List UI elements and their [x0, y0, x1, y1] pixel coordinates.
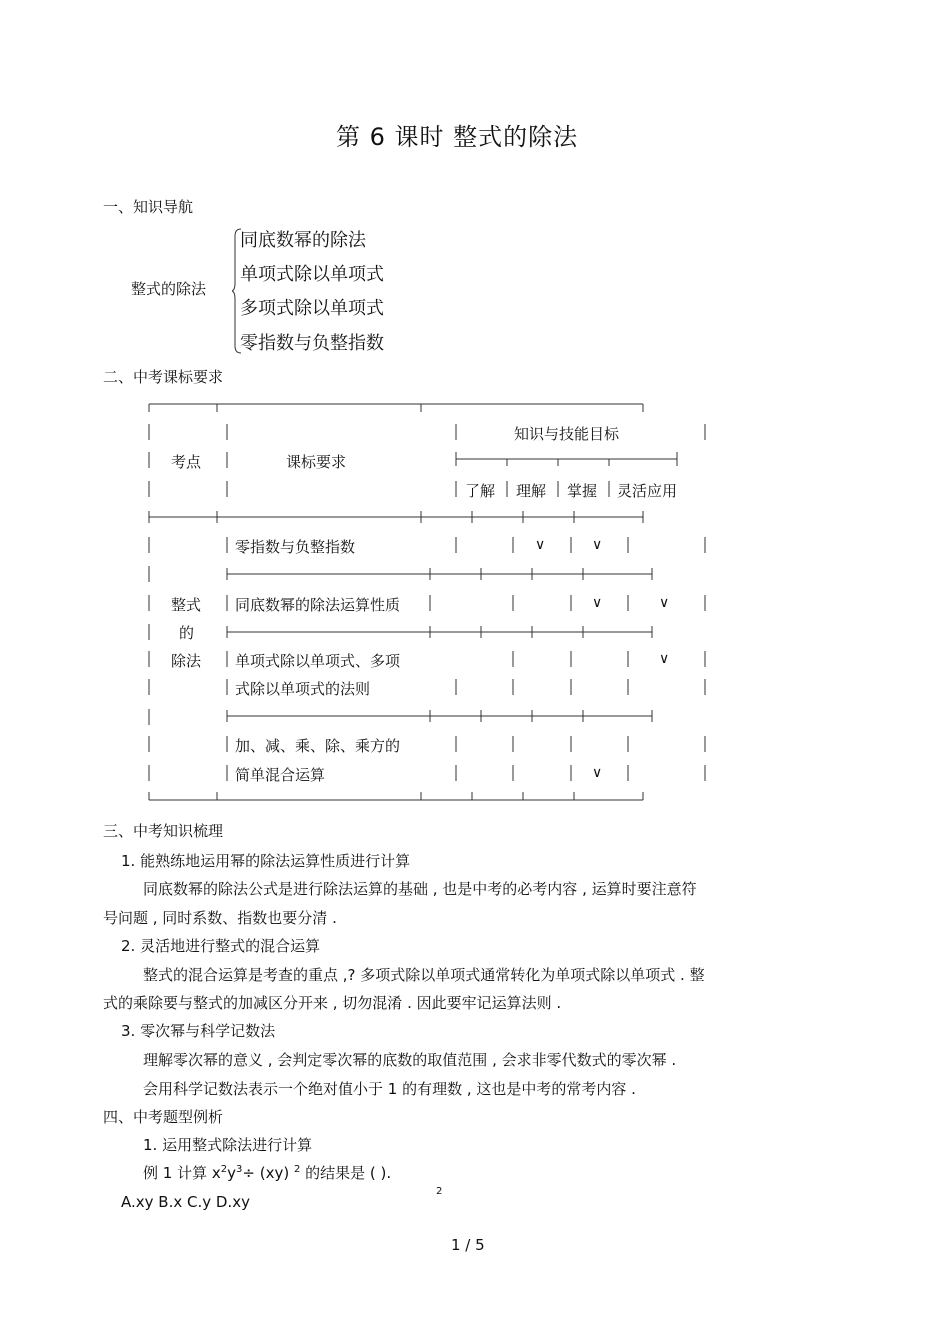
level-header: 了解	[465, 482, 496, 500]
section-heading-knowledge-review: 三、中考知识梳理	[103, 822, 224, 840]
example-text: y	[227, 1164, 236, 1182]
subsection-title: 1. 运用整式除法进行计算	[143, 1136, 313, 1154]
check-mark: ∨	[592, 765, 603, 781]
nav-item: 零指数与负整指数	[240, 333, 384, 354]
level-header: 理解	[516, 482, 547, 500]
paragraph-line: 式的乘除要与整式的加减区分开来 , 切勿混淆 . 因此要牢记运算法则 .	[103, 994, 562, 1012]
check-mark: ∨	[535, 537, 546, 553]
page-number: 1 / 5	[451, 1236, 485, 1254]
nav-item: 单项式除以单项式	[240, 264, 384, 285]
check-mark: ∨	[592, 537, 603, 553]
row-requirement: 加、减、乘、除、乘方的	[235, 737, 401, 755]
example-text: 例 1 计算 x	[143, 1164, 221, 1182]
section-heading-knowledge-nav: 一、知识导航	[103, 198, 194, 216]
point-title: 3. 零次幂与科学记数法	[121, 1022, 276, 1040]
paragraph-line: 理解零次幂的意义 , 会判定零次幂的底数的取值范围 , 会求非零代数式的零次幂 .	[143, 1051, 677, 1069]
check-mark: ∨	[592, 595, 603, 611]
level-header: 灵活应用	[617, 482, 678, 500]
paragraph-line: 会用科学记数法表示一个绝对值小于 1 的有理数 , 这也是中考的常考内容 .	[143, 1080, 636, 1098]
exponent: 2	[293, 1164, 301, 1175]
check-mark: ∨	[659, 651, 670, 667]
exponent: 2	[220, 1164, 228, 1175]
example-text: ÷ (xy)	[242, 1164, 294, 1182]
point-title: 2. 灵活地进行整式的混合运算	[121, 937, 321, 955]
category-label: 除法	[171, 652, 202, 670]
check-mark: ∨	[659, 595, 670, 611]
row-requirement: 单项式除以单项式、多项	[235, 652, 401, 670]
nav-item: 多项式除以单项式	[240, 298, 384, 319]
row-requirement: 零指数与负整指数	[235, 538, 356, 556]
category-label: 整式	[171, 596, 202, 614]
option-exponent: 2	[436, 1186, 443, 1197]
nav-topic: 整式的除法	[131, 280, 207, 298]
example-question	[143, 1162, 391, 1183]
example-text: 的结果是 ( ).	[300, 1164, 392, 1182]
column-header-kebiao: 课标要求	[286, 453, 347, 471]
section-heading-examples: 四、中考题型例析	[103, 1108, 224, 1126]
category-label: 的	[179, 624, 195, 642]
page-title: 第 6 课时 整式的除法	[336, 123, 579, 151]
row-requirement: 式除以单项式的法则	[235, 680, 371, 698]
row-requirement: 简单混合运算	[235, 766, 326, 784]
section-heading-requirements: 二、中考课标要求	[103, 368, 224, 386]
column-header-goal: 知识与技能目标	[514, 425, 620, 443]
paragraph-line: 号问题 , 同时系数、指数也要分清 .	[103, 909, 337, 927]
level-header: 掌握	[567, 482, 598, 500]
nav-item: 同底数幂的除法	[240, 230, 366, 251]
answer-options: A.xy B.x C.y D.xy	[121, 1193, 250, 1211]
paragraph-line: 同底数幂的除法公式是进行除法运算的基础 , 也是中考的必考内容 , 运算时要注意符	[143, 880, 697, 898]
point-title: 1. 能熟练地运用幂的除法运算性质进行计算	[121, 852, 411, 870]
exponent: 3	[236, 1164, 243, 1175]
paragraph-line: 整式的混合运算是考查的重点 ,? 多项式除以单项式通常转化为单项式除以单项式 . 整	[143, 966, 705, 984]
column-header-kaodian: 考点	[171, 453, 202, 471]
row-requirement: 同底数幂的除法运算性质	[235, 596, 401, 614]
